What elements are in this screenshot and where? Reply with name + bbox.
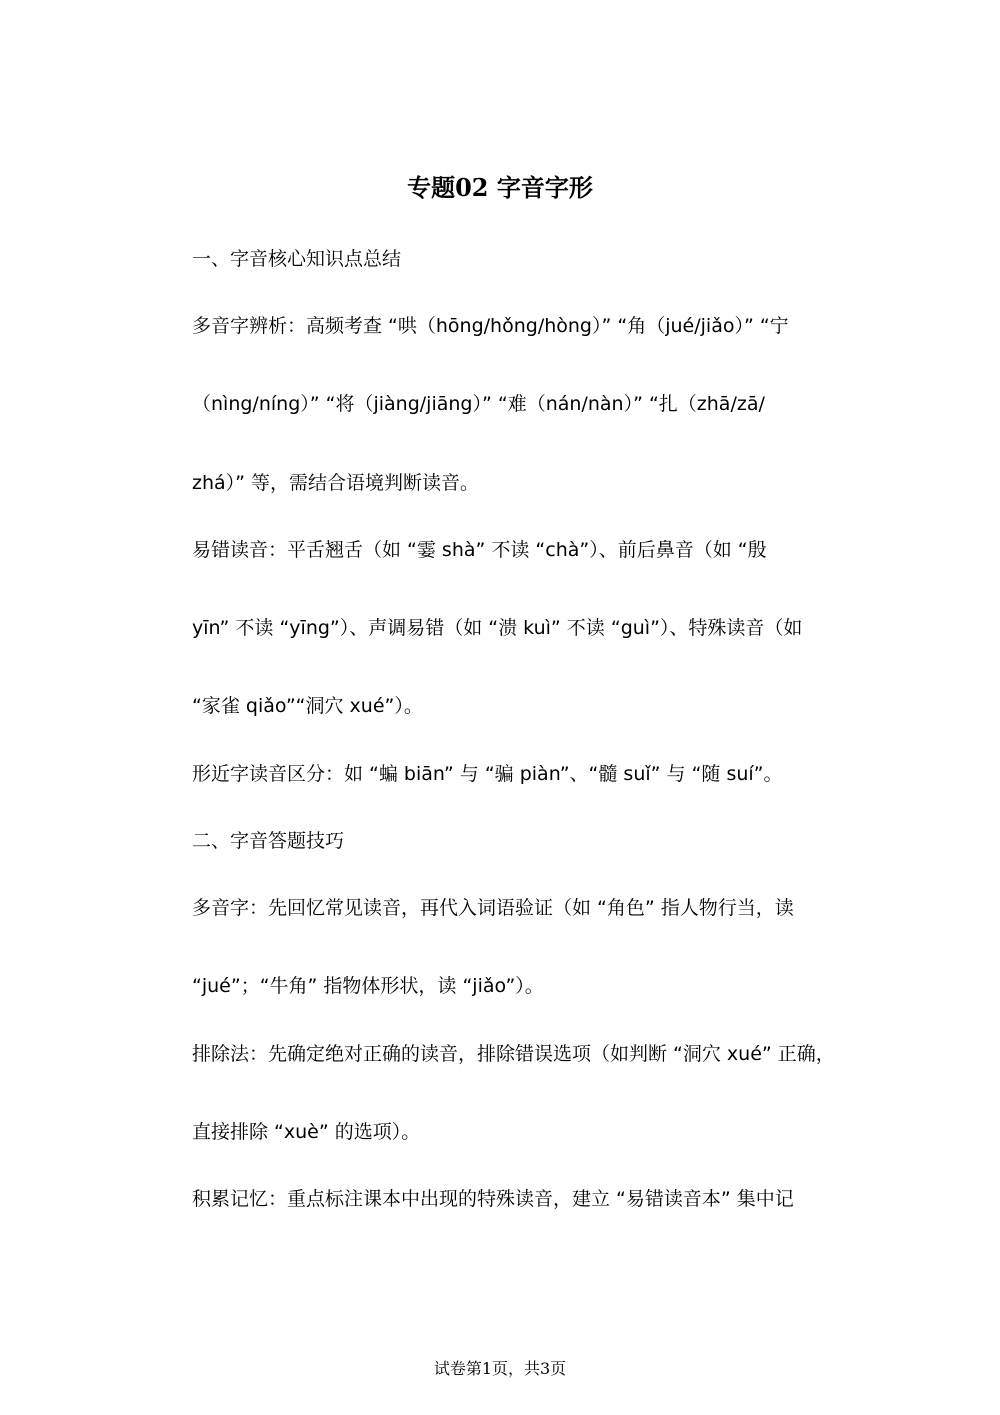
text-line: 直接排除 “xuè” 的选项）。 <box>192 1121 421 1143</box>
section-heading-1: 一、字音核心知识点总结 <box>192 248 402 270</box>
text-line: yīn” 不读 “yīng”）、声调易错（如 “溃 kuì” 不读 “guì”）、特殊读音（如 <box>192 617 803 639</box>
section-heading-2: 二、字音答题技巧 <box>192 830 345 852</box>
text-line: 多音字：先回忆常见读音，再代入词语验证（如 “角色” 指人物行当，读 <box>192 897 794 919</box>
page-footer: 试卷第1页，共3页 <box>433 1359 567 1378</box>
text-line: 形近字读音区分：如 “蝙 biān” 与 “骗 piàn”、“髓 suǐ” 与 “随 suí”。 <box>192 763 783 785</box>
text-line: 排除法：先确定绝对正确的读音，排除错误选项（如判断 “洞穴 xué” 正确， <box>192 1043 835 1065</box>
text-line: 多音字辨析：高频考查 “哄（hōng/hǒng/hòng）” “角（jué/jiǎo）” “宁 <box>192 315 789 337</box>
document-title: 专题02 字音字形 <box>407 173 593 202</box>
text-line: 积累记忆：重点标注课本中出现的特殊读音，建立 “易错读音本” 集中记 <box>192 1188 794 1210</box>
text-line: 易错读音：平舌翘舌（如 “霎 shà” 不读 “chà”）、前后鼻音（如 “殷 <box>192 539 767 561</box>
text-line: （nìng/níng）” “将（jiàng/jiāng）” “难（nán/nàn）” “扎（zhā/zā/ <box>192 393 765 415</box>
text-line: zhá）” 等，需结合语境判断读音。 <box>192 472 480 494</box>
text-line: “家雀 qiǎo”“洞穴 xué”）。 <box>192 695 423 717</box>
text-line: “jué”；“牛角” 指物体形状，读 “jiǎo”）。 <box>192 975 544 997</box>
